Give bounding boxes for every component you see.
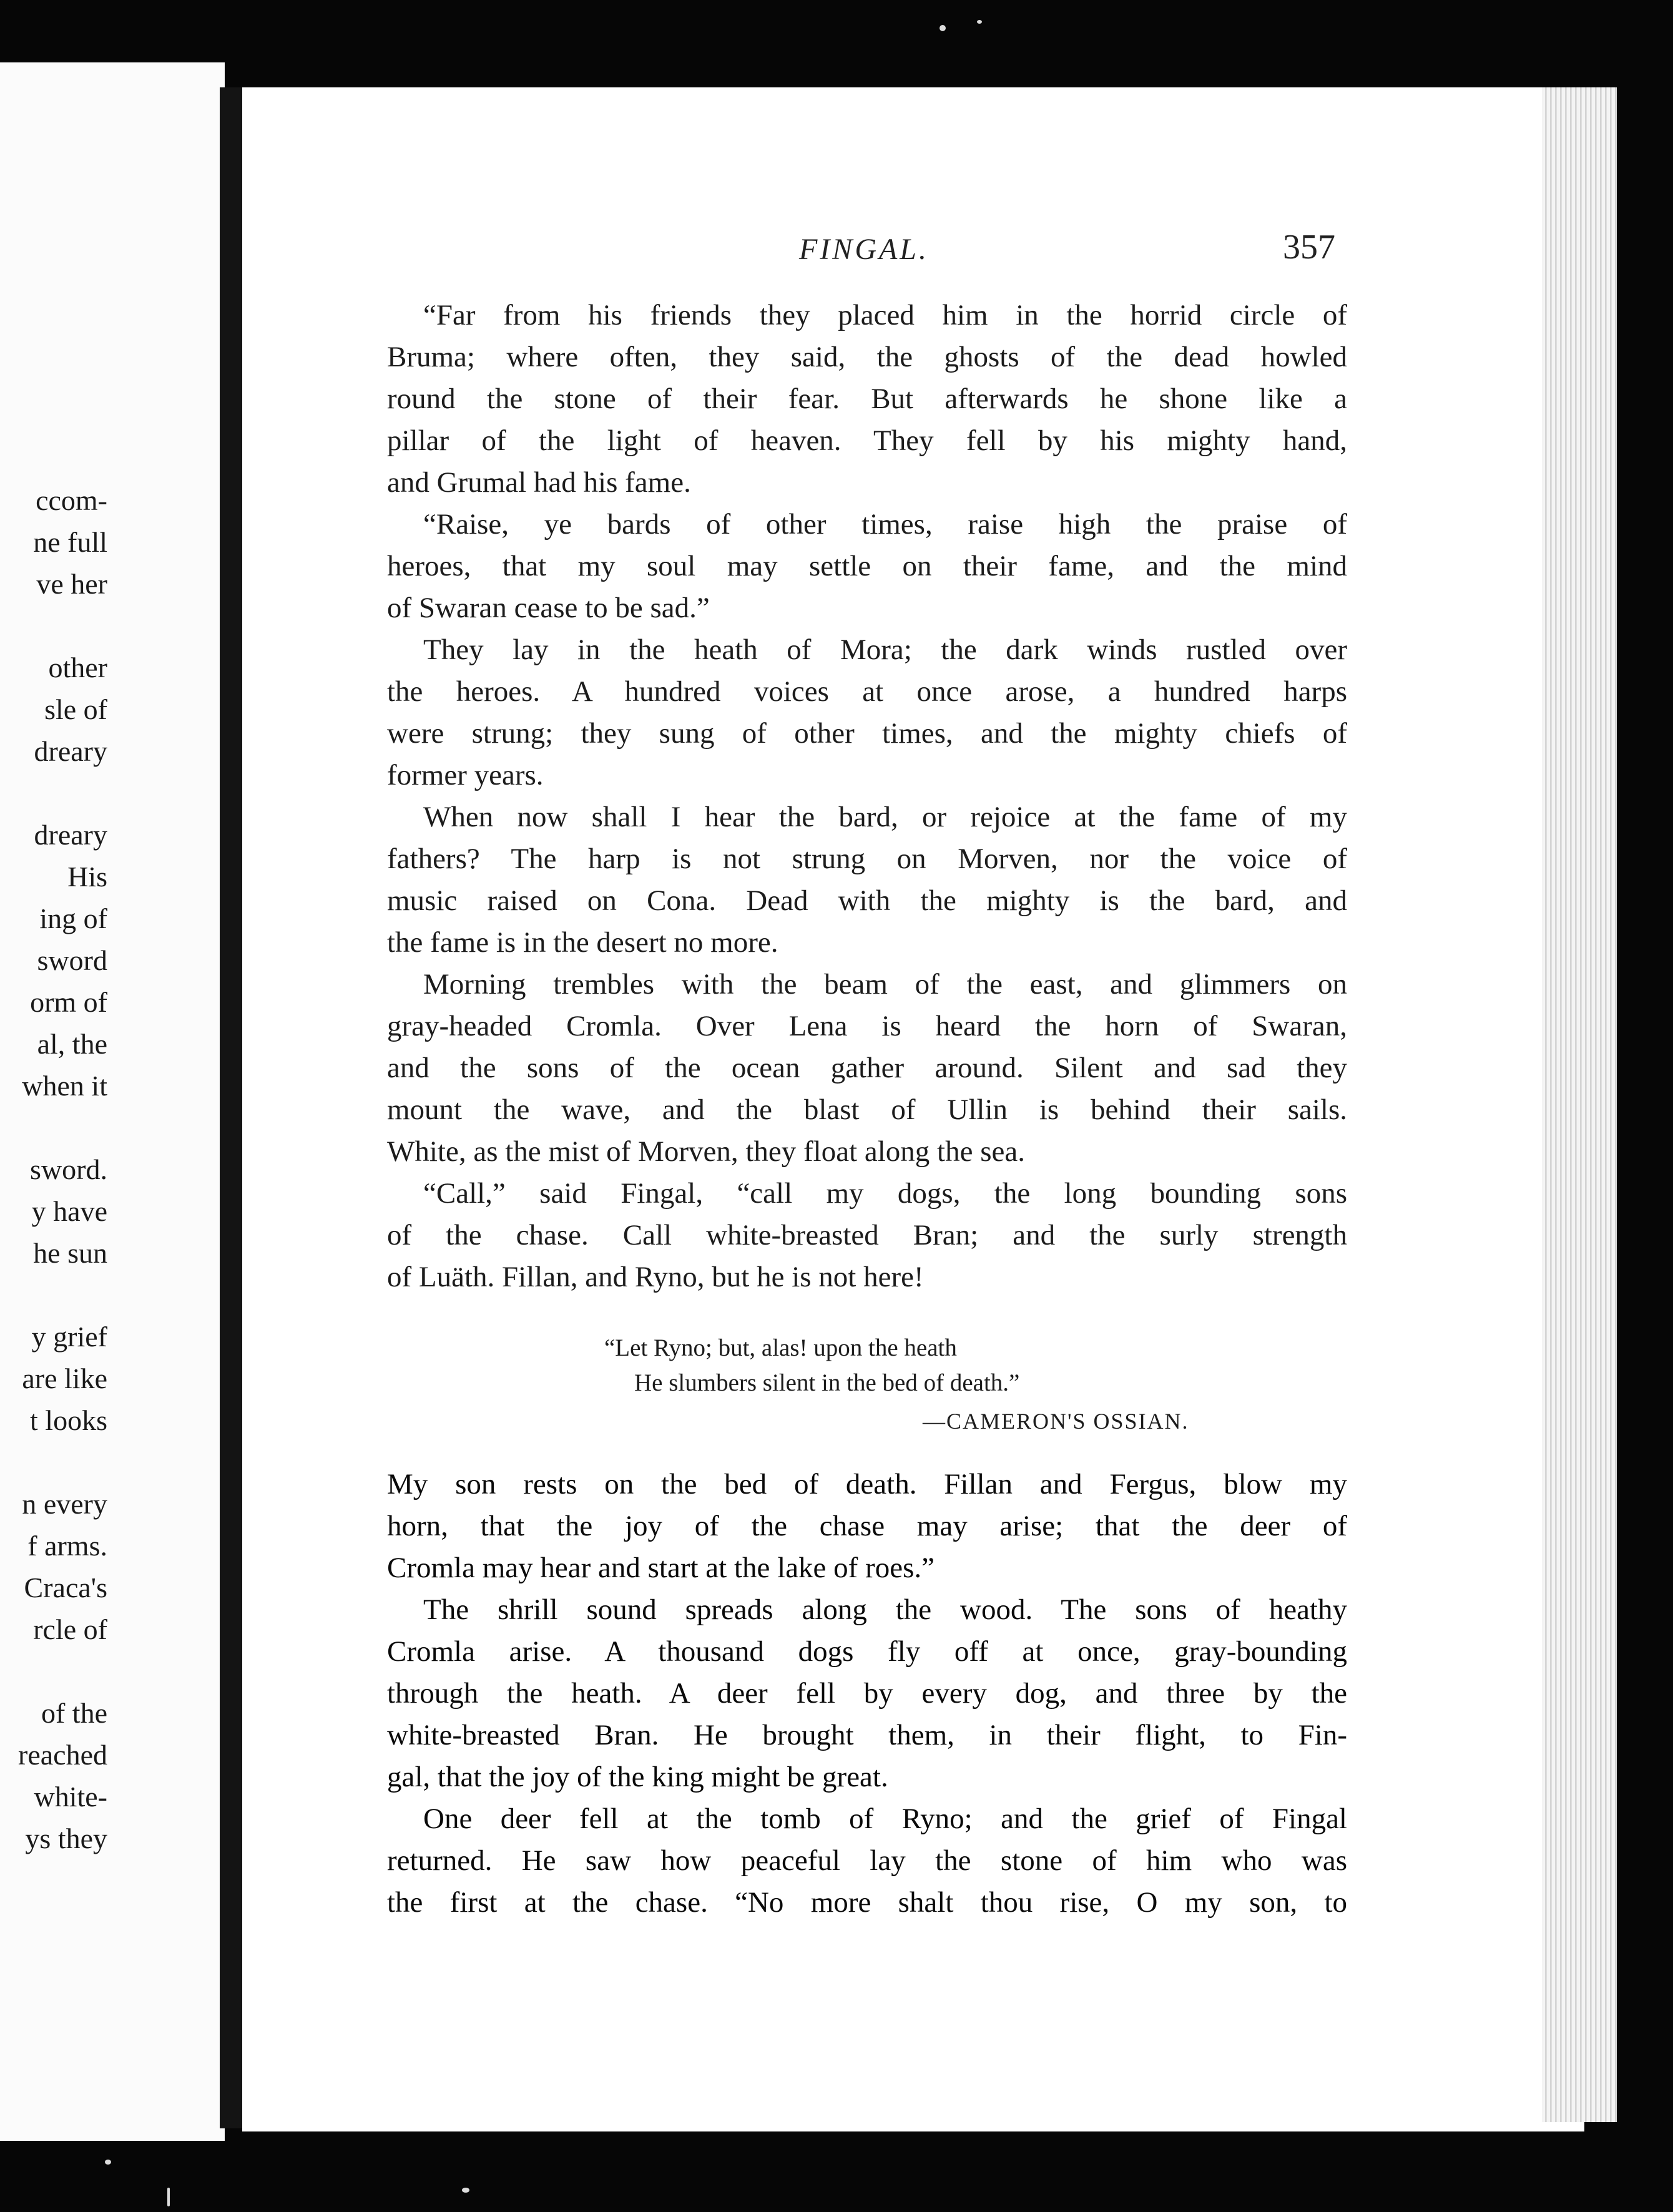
left-page-line: when it <box>22 1070 107 1102</box>
left-page-line: orm of <box>30 986 107 1018</box>
scan-speck <box>167 2188 170 2206</box>
body-line: fathers? The harp is not strung on Morven, nor the voice of <box>387 843 1347 875</box>
left-page-line: ve her <box>36 568 107 600</box>
left-page-line: reached <box>18 1739 107 1771</box>
body-line: “Call,” said Fingal, “call my dogs, the long bounding sons <box>423 1177 1347 1210</box>
left-page-line: dreary <box>34 819 107 851</box>
left-page-line: other <box>48 652 107 683</box>
left-page-fragment <box>0 62 225 2141</box>
left-page-line: sle of <box>44 693 107 725</box>
left-page-line: y grief <box>31 1321 107 1353</box>
body-line: and the sons of the ocean gather around. Silent and sad they <box>387 1052 1347 1084</box>
left-page-line: al, the <box>37 1028 107 1060</box>
body-line: White, as the mist of Morven, they float along the sea. <box>387 1135 1025 1168</box>
page-edges <box>1542 87 1617 2122</box>
body-line: through the heath. A deer fell by every dog, and three by the <box>387 1677 1347 1710</box>
body-line: They lay in the heath of Mora; the dark winds rustled over <box>423 634 1347 666</box>
left-page-line: dreary <box>34 735 107 767</box>
body-line: of the chase. Call white-breasted Bran; and the surly strength <box>387 1219 1347 1251</box>
left-page-line: ne full <box>33 526 107 558</box>
body-line: the first at the chase. “No more shalt thou rise, O my son, to <box>387 1886 1347 1919</box>
body-line: the heroes. A hundred voices at once arose, a hundred harps <box>387 675 1347 708</box>
left-page-line: he sun <box>33 1237 107 1269</box>
body-line: gray-headed Cromla. Over Lena is heard the horn of Swaran, <box>387 1010 1347 1042</box>
body-line: were strung; they sung of other times, and the mighty chiefs of <box>387 717 1347 750</box>
body-line: mount the wave, and the blast of Ullin is behind their sails. <box>387 1094 1347 1126</box>
page-number: 357 <box>1283 228 1335 267</box>
quote-attribution: —CAMERON'S OSSIAN. <box>923 1409 1189 1434</box>
body-line: heroes, that my soul may settle on their fame, and the mind <box>387 550 1347 582</box>
body-line: round the stone of their fear. But afterwards he shone like a <box>387 383 1347 415</box>
left-page-line: ing of <box>39 903 107 934</box>
left-page-line: n every <box>22 1488 107 1520</box>
body-line: of Swaran cease to be sad.” <box>387 592 710 624</box>
body-line: the fame is in the desert no more. <box>387 926 778 959</box>
body-line: and Grumal had his fame. <box>387 466 691 499</box>
body-line: of Luäth. Fillan, and Ryno, but he is not here! <box>387 1261 924 1293</box>
body-line: Morning trembles with the beam of the east, and glimmers on <box>423 968 1347 1001</box>
scan-speck <box>940 25 946 31</box>
scan-speck <box>977 20 982 24</box>
body-line: Cromla may hear and start at the lake of roes.” <box>387 1552 935 1584</box>
body-line: gal, that the joy of the king might be great. <box>387 1761 888 1793</box>
left-page-line: Craca's <box>24 1572 107 1603</box>
body-line: returned. He saw how peaceful lay the stone of him who was <box>387 1844 1347 1877</box>
body-line: One deer fell at the tomb of Ryno; and the grief of Fingal <box>423 1803 1347 1835</box>
body-line: “Raise, ye bards of other times, raise high the praise of <box>423 508 1347 541</box>
left-page-line: y have <box>31 1195 107 1227</box>
body-line: When now shall I hear the bard, or rejoice at the fame of my <box>423 801 1347 833</box>
scan-speck <box>462 2188 469 2193</box>
quote-line: “Let Ryno; but, alas! upon the heath <box>604 1334 957 1361</box>
left-page-line: are like <box>22 1363 107 1394</box>
body-line: white-breasted Bran. He brought them, in their flight, to Fin- <box>387 1719 1347 1751</box>
left-page-line: sword <box>37 944 107 976</box>
left-page-line: f arms. <box>27 1530 107 1562</box>
body-line: My son rests on the bed of death. Fillan and Fergus, blow my <box>387 1468 1347 1500</box>
left-page-line: His <box>67 861 107 893</box>
body-line: Cromla arise. A thousand dogs fly off at once, gray-bounding <box>387 1635 1347 1668</box>
body-line: Bruma; where often, they said, the ghosts of the dead howled <box>387 341 1347 373</box>
body-line: pillar of the light of heaven. They fell by his mighty hand, <box>387 424 1347 457</box>
left-page-line: t looks <box>30 1404 107 1436</box>
body-line: horn, that the joy of the chase may arise; that the deer of <box>387 1510 1347 1542</box>
left-page-line: white- <box>34 1781 107 1813</box>
left-page-line: sword. <box>30 1153 107 1185</box>
body-line: The shrill sound spreads along the wood. The sons of heathy <box>423 1593 1347 1626</box>
scan-speck <box>105 2160 111 2165</box>
left-page-line: ys they <box>25 1823 107 1854</box>
body-line: former years. <box>387 759 544 791</box>
left-page-line: ccom- <box>36 484 107 516</box>
left-page-line: rcle of <box>33 1613 107 1645</box>
book-gutter <box>220 87 245 2128</box>
body-line: “Far from his friends they placed him in the horrid circle of <box>423 299 1347 331</box>
running-head: FINGAL. <box>799 233 929 266</box>
left-page-line: of the <box>41 1697 107 1729</box>
quote-line: He slumbers silent in the bed of death.” <box>634 1369 1020 1396</box>
body-line: music raised on Cona. Dead with the mighty is the bard, and <box>387 884 1347 917</box>
